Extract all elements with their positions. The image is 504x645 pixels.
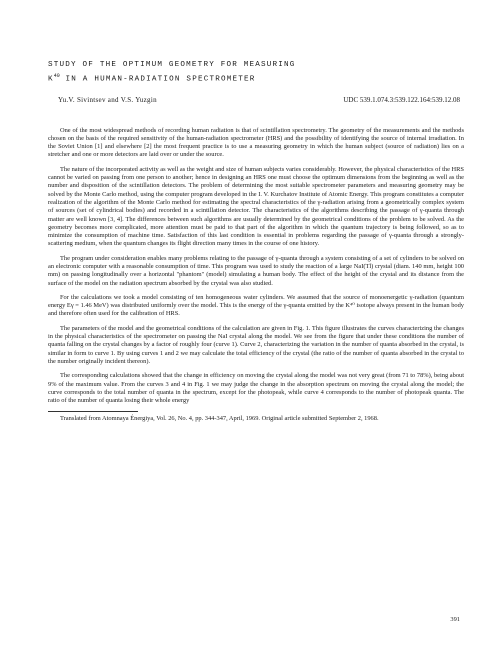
- article-body: [48, 127, 464, 406]
- paragraph-5: The parameters of the model and the geometrical conditions of the calculation are given in Fig. 1. This figure illustrates the curves characterizing the changes in the physical characteristics of the spectrometer on passing the NaI crystal along the model. We see from the figure that under these conditions the number of quanta falling on the crystal changes by a factor of roughly four (curve 1). Curve 2, characterizing the variation in the number of quanta absorbed in the crystal, is similar in form to curve 1. By using curves 1 and 2 we may calculate the total efficiency of the crystal (the ratio of the number of quanta absorbed in the crystal to the number originally incident thereon).: [48, 324, 464, 365]
- article-title: [48, 60, 464, 86]
- udc-code: UDC 539.1.074.3:539.122.164:539.12.08: [343, 95, 460, 104]
- footnote-divider: [48, 411, 138, 412]
- paragraph-1: One of the most widespread methods of recording human radiation is that of scintillation spectrometry. The geometry of the measurements and the methods chosen on the basis of the required sensitivity of the human-radiation spectrometer (HRS) and the possibility of identifying the source of internal irradiation. In the Soviet Union [1] and elsewhere [2] the most frequent practice is to use a measuring geometry in which the human subject (source of radiation) lies on a stretcher and one or more detectors are laid over or under the source.: [48, 126, 464, 159]
- paragraph-2: The nature of the incorporated activity as well as the weight and size of human subjects varies considerably. However, the physical characteristics of the HRS cannot be varied on passing from one person to another; hence in designing an HRS one must choose the optimum dimensions from the beginning as well as the number and disposition of the scintillation detectors. The problem of determining the most suitable spectrometer parameters and measuring geometry may be solved by the Monte Carlo method, using the computer program developed in the I. V. Kurchatov Institute of Atomic Energy. This program constitutes a computer realization of the algorithm of the Monte Carlo method for estimating the spectral characteristics of the γ-radiation arising from a geometrically complex system of sources (set of cylindrical bodies) and recorded in a scintillation detector. The characteristics of the algorithms describing the passage of γ-quanta through matter are well known [3, 4]. The differences between such algorithms are usually determined by the geometrical conditions of the problem to be solved. As the geometry becomes more complicated, more attention must be paid to that part of the algorithm in which the quantum trajectory is being followed, so as to minimize the consumption of machine time. Satisfaction of this last condition is essential in problems regarding the passage of γ-quanta through a strongly-scattering medium, when the quantum changes its flight direction many times in the course of one history.: [48, 165, 464, 248]
- translation-footnote: Translated from Atomnaya Énergiya, Vol. 26, No. 4, pp. 344-347, April, 1969. Original article submitted September 2, 1968.: [60, 415, 379, 423]
- paragraph-4: For the calculations we took a model consisting of ten homogeneous water cylinders. We assumed that the source of monoenergetic γ-radiation (quantum energy Eγ = 1.46 MeV) was distributed uniformly over the model. This is the energy of the γ-quanta emitted by the K⁴⁰ isotope always present in the human body and therefore often used for the calibration of HRS.: [48, 293, 464, 318]
- title-line-2: IN A HUMAN-RADIATION SPECTROMETER: [59, 75, 256, 84]
- title-isotope-mass: 40: [53, 73, 60, 79]
- byline: [48, 96, 464, 105]
- paragraph-3: The program under consideration enables many problems relating to the passage of γ-quanta through a system consisting of a set of cylinders to be solved on an electronic computer with a reasonable consumption of time. This program was used to study the reaction of a large NaI(Tl) crystal (diam. 140 mm, height 100 mm) on passing longitudinally over a horizontal "phantom" (model) simulating a human body. The effect of the height of the crystal and its distance from the surface of the model on the radiation spectrum absorbed by the crystal was also studied.: [48, 254, 464, 287]
- authors: Yu.V. Sivintsev and V.S. Yuzgin: [58, 95, 157, 104]
- title-element-symbol: K: [48, 75, 54, 84]
- title-line-1: STUDY OF THE OPTIMUM GEOMETRY FOR MEASURING: [48, 61, 296, 69]
- paragraph-6: The corresponding calculations showed that the change in efficiency on moving the crystal along the model was not very great (from 71 to 78%), being about 9% of the maximum value. From the curves 3 and 4 in Fig. 1 we may judge the change in the absorption spectrum on moving the crystal along the model; the curve corresponds to the total number of quanta in the spectrum, except for the photopeak, while curve 4 corresponds to the number of photopeak quanta. The ratio of the number of quanta losing their whole energy: [48, 372, 464, 405]
- page-number: 391: [450, 616, 460, 623]
